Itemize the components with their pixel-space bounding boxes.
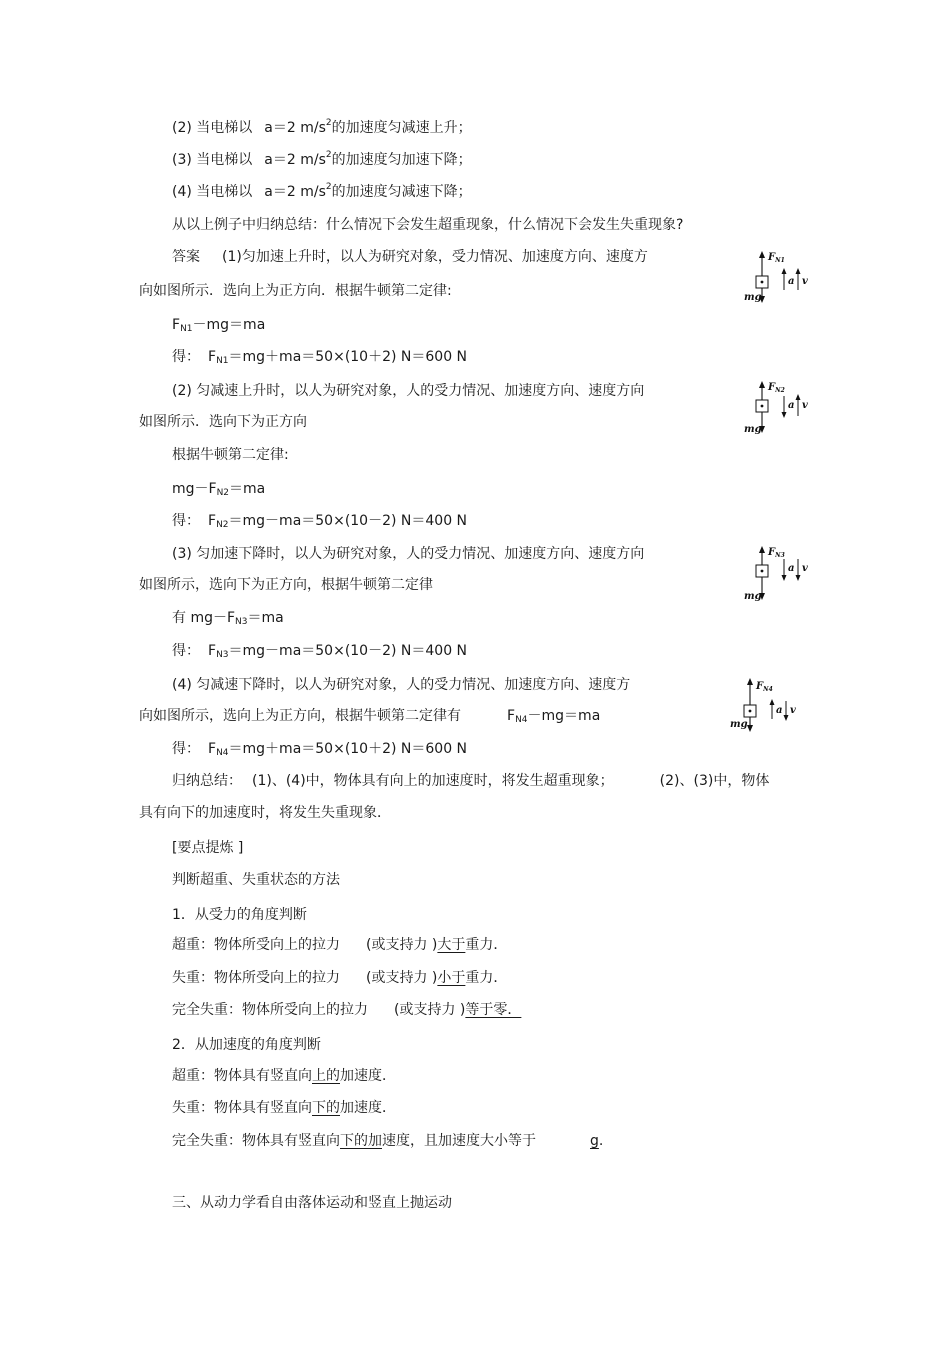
section-three-heading: 三、从动力学看自由落体运动和竖直上抛运动 [172,1195,452,1211]
blank-answer: 下的 [312,1100,340,1116]
text: 加速度． [340,1100,396,1116]
text: ＝ma [247,610,284,626]
force-diagram-svg [738,378,818,442]
force-label: $F_{N4}$ [756,681,773,693]
text: 得： [172,513,200,529]
question-line-2 [172,118,472,138]
text: ＝mg＋ma＝50×(10＋2) N＝600 N [228,349,468,365]
subscript: N2 [216,520,229,530]
subscript: N4 [515,715,528,725]
answer-3-line-1: (3) 匀加速下降时，以人为研究对象，人的受力情况、加速度方向、速度方向 [172,546,645,562]
text: F [208,349,217,365]
blank-answer: 上的 [312,1068,340,1084]
summary-line-2: 具有向下的加速度时，将发生失重现象． [139,805,391,821]
text: ＝ma [229,481,266,497]
text: (1)匀加速上升时，以人为研究对象，受力情况、加速度方向、速度方 [222,249,648,265]
velocity-label: v [790,705,796,716]
subscript: N1 [216,356,229,366]
answer-3-line-2: 如图所示，选向下为正方向，根据牛顿第二定律 [139,577,433,593]
force-label: $F_{N2}$ [768,382,785,394]
text: 超重：物体所受向上的拉力 [172,937,340,953]
result-2 [172,511,467,531]
blank-answer: 下的加 [340,1133,382,1149]
text: －mg＝ma [527,708,601,724]
answer-4-line-2 [139,706,600,726]
method-2-title: 2．从加速度的角度判断 [172,1037,321,1053]
formula: a＝2 m/s [264,184,326,200]
text: (2) 当电梯以 [172,120,253,136]
acceleration-label: a [788,276,795,287]
text: ＝mg－ma＝50×(10－2) N＝400 N [228,513,468,529]
text: ＝mg－ma＝50×(10－2) N＝400 N [228,643,468,659]
result-4 [172,739,467,759]
text: 完全失重：物体所受向上的拉力 [172,1002,368,1018]
text: (或支持力 ) [366,937,438,953]
answer-2-line-3: 根据牛顿第二定律: [172,447,289,463]
text: 向如图所示，选向上为正方向，根据牛顿第二定律有 [139,708,461,724]
text: 加速度． [340,1068,396,1084]
blank-answer: 小于 [437,970,466,986]
text: 超重：物体具有竖直向 [172,1068,312,1084]
text: ＝mg＋ma＝50×(10＋2) N＝600 N [228,741,468,757]
superscript: 2 [325,118,332,128]
text: (3) 当电梯以 [172,152,253,168]
blank-answer: g [590,1133,599,1149]
subscript: N3 [235,617,248,627]
method-2-complete-weightless [172,1131,603,1151]
answer-4-line-1: (4) 匀减速下降时，以人为研究对象，人的受力情况、加速度方向、速度方 [172,677,631,693]
summary-question: 从以上例子中归纳总结：什么情况下会发生超重现象，什么情况下会发生失重现象? [172,217,684,233]
text: 有 mg－F [172,610,236,626]
blank-answer: 等于零． [465,1002,522,1018]
text: (2)、(3)中，物体 [659,773,770,789]
text: 得： [172,643,200,659]
text: F [208,513,217,529]
velocity-label: v [802,400,808,411]
text: 完全失重：物体具有竖直向 [172,1133,340,1149]
method-1-complete-weightless [172,1000,535,1020]
text: 的加速度匀减速下降； [331,184,472,200]
text: 失重：物体所受向上的拉力 [172,970,340,986]
text: (1)、(4)中，物体具有向上的加速度时，将发生超重现象； [252,773,614,789]
key-points-heading: [要点提炼 ] [172,840,244,856]
answer-label: 答案 [172,249,200,265]
force-diagram-svg [726,675,806,739]
force-label: $F_{N1}$ [768,252,785,264]
text: . [598,1133,604,1149]
text: 得： [172,741,200,757]
superscript: 2 [325,182,332,192]
formula: a＝2 m/s [264,120,326,136]
text: (或支持力 ) [366,970,438,986]
method-2-overweight [172,1066,396,1086]
equation-3 [172,608,284,628]
text: －mg＝ma [192,317,266,333]
equation-1 [172,315,265,335]
answer-line-2: 向如图所示．选向上为正方向．根据牛顿第二定律: [139,283,452,299]
summary-line-1 [172,771,769,791]
method-1-title: 1．从受力的角度判断 [172,907,307,923]
text: 的加速度匀加速下降； [331,152,472,168]
force-diagram-1 [738,248,818,312]
force-diagram-svg [738,543,818,607]
force-label: $F_{N3}$ [768,547,785,559]
question-line-4 [172,182,472,202]
subscript: N2 [216,488,230,498]
weight-label: mg [730,719,748,730]
text: (4) 当电梯以 [172,184,253,200]
text: 速度，且加速度大小等于 [382,1133,536,1149]
text: 得： [172,349,200,365]
text: (或支持力 ) [394,1002,466,1018]
text: mg－F [172,481,217,497]
force-diagram-2 [738,378,818,442]
text: F [208,643,217,659]
question-line-3 [172,150,472,170]
text: 重力． [465,970,508,986]
acceleration-label: a [788,563,795,574]
text: 重力． [465,937,508,953]
formula: a＝2 m/s [264,152,326,168]
text: F [208,741,217,757]
method-title: 判断超重、失重状态的方法 [172,872,340,888]
acceleration-label: a [776,705,783,716]
text: F [172,317,181,333]
velocity-label: v [802,276,808,287]
weight-label: mg [744,591,762,602]
force-diagram-4 [726,675,806,739]
weight-label: mg [744,424,762,435]
method-1-overweight [172,935,507,955]
answer-2-line-2: 如图所示．选向下为正方向 [139,414,307,430]
text: F [507,708,516,724]
velocity-label: v [802,563,808,574]
answer-2-line-1: (2) 匀减速上升时，以人为研究对象，人的受力情况、加速度方向、速度方向 [172,383,645,399]
subscript: N4 [216,748,229,758]
force-diagram-3 [738,543,818,607]
blank-answer: 大于 [437,937,466,953]
method-2-weightless [172,1098,396,1118]
acceleration-label: a [788,400,795,411]
equation-2 [172,479,265,499]
result-1 [172,347,467,367]
method-1-weightless [172,968,507,988]
subscript: N1 [180,324,193,334]
answer-line-1 [172,247,648,267]
superscript: 2 [325,150,332,160]
text: 失重：物体具有竖直向 [172,1100,312,1116]
text: 的加速度匀减速上升； [331,120,472,136]
force-diagram-svg [738,248,818,312]
result-3 [172,641,467,661]
text: 归纳总结： [172,773,242,789]
weight-label: mg [744,292,762,303]
subscript: N3 [216,650,229,660]
